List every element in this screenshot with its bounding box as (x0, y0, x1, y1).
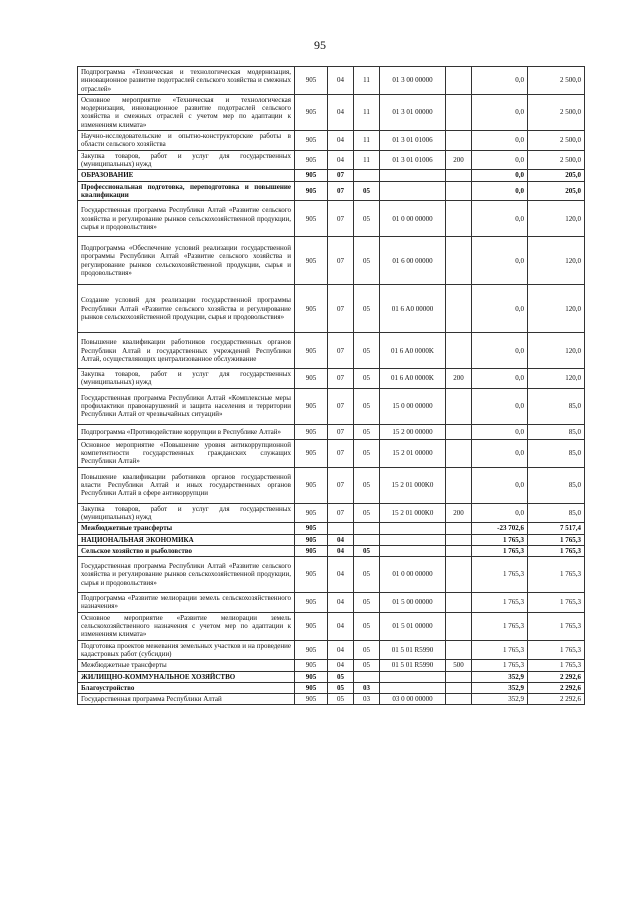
cell-pr: 11 (354, 150, 380, 170)
cell-pr (354, 170, 380, 181)
cell-pr: 05 (354, 439, 380, 467)
cell-csr: 03 0 00 00000 (380, 694, 446, 705)
table-row (78, 201, 585, 237)
cell-csr: 15 2 01 00000 (380, 439, 446, 467)
budget-table (77, 66, 585, 705)
cell-csr: 01 3 01 00000 (380, 94, 446, 130)
cell-name: Государственная программа Республики Алтай «Развитие сельского хозяйства и регулирование рынков сельскохозяйственной продукции, сырья и продовольствия» (78, 557, 295, 593)
cell-sum2: 2 292,6 (528, 694, 585, 705)
table-row (78, 612, 585, 640)
cell-sum2: 1 765,3 (528, 612, 585, 640)
cell-sum2: 2 292,6 (528, 671, 585, 682)
cell-sum1: 0,0 (472, 150, 528, 170)
cell-ved: 905 (295, 333, 328, 369)
table-row (78, 388, 585, 424)
table-body (78, 67, 585, 705)
cell-rz: 07 (328, 369, 354, 389)
cell-vr (446, 557, 472, 593)
cell-csr: 01 5 01 R5990 (380, 660, 446, 671)
cell-sum1: 0,0 (472, 237, 528, 285)
cell-sum2: 2 500,0 (528, 131, 585, 151)
cell-sum2: 2 500,0 (528, 94, 585, 130)
cell-ved: 905 (295, 694, 328, 705)
cell-vr: 200 (446, 150, 472, 170)
table-row (78, 593, 585, 613)
table-row (78, 557, 585, 593)
table-row (78, 369, 585, 389)
cell-sum1: 0,0 (472, 170, 528, 181)
table-row (78, 467, 585, 503)
cell-name: Подпрограмма «Техническая и технологическая модернизация, инновационное развитие подотраслей сельского хозяйства и смежных отраслей» (78, 67, 295, 95)
cell-name: Закупка товаров, работ и услуг для государственных (муниципальных) нужд (78, 150, 295, 170)
cell-vr (446, 439, 472, 467)
cell-vr: 500 (446, 660, 472, 671)
cell-ved: 905 (295, 557, 328, 593)
cell-name: Повышение квалификации работников государственных органов Республики Алтай и государственных учреждений Республики Алтай, осуществляющих централизованное обслуживание (78, 333, 295, 369)
cell-name: Благоустройство (78, 682, 295, 693)
cell-sum2: 85,0 (528, 424, 585, 439)
cell-csr (380, 682, 446, 693)
cell-sum1: 0,0 (472, 369, 528, 389)
cell-pr: 11 (354, 131, 380, 151)
cell-name: Государственная программа Республики Алтай (78, 694, 295, 705)
cell-sum1: 0,0 (472, 388, 528, 424)
cell-ved: 905 (295, 660, 328, 671)
cell-sum1: 1 765,3 (472, 534, 528, 545)
cell-pr: 05 (354, 181, 380, 201)
cell-csr: 15 2 01 000K0 (380, 467, 446, 503)
cell-rz: 04 (328, 660, 354, 671)
cell-vr (446, 201, 472, 237)
cell-pr: 11 (354, 67, 380, 95)
cell-ved: 905 (295, 467, 328, 503)
cell-name: Научно-исследовательские и опытно-конструкторские работы в области сельского хозяйства (78, 131, 295, 151)
cell-sum1: 1 765,3 (472, 593, 528, 613)
cell-rz: 07 (328, 388, 354, 424)
cell-sum2: 120,0 (528, 285, 585, 333)
cell-ved: 905 (295, 503, 328, 523)
cell-vr (446, 671, 472, 682)
cell-vr (446, 694, 472, 705)
table-row (78, 131, 585, 151)
table-row (78, 671, 585, 682)
cell-sum2: 85,0 (528, 439, 585, 467)
cell-vr (446, 523, 472, 534)
cell-rz: 07 (328, 181, 354, 201)
table-row (78, 237, 585, 285)
cell-rz: 07 (328, 424, 354, 439)
cell-vr (446, 534, 472, 545)
cell-sum1: 0,0 (472, 67, 528, 95)
cell-vr: 200 (446, 369, 472, 389)
cell-ved: 905 (295, 545, 328, 556)
cell-csr: 01 5 01 00000 (380, 612, 446, 640)
cell-pr: 05 (354, 388, 380, 424)
cell-rz: 04 (328, 150, 354, 170)
cell-rz: 07 (328, 467, 354, 503)
cell-sum2: 85,0 (528, 503, 585, 523)
cell-ved: 905 (295, 369, 328, 389)
table-row (78, 545, 585, 556)
cell-sum1: 0,0 (472, 333, 528, 369)
cell-csr: 01 3 00 00000 (380, 67, 446, 95)
cell-rz: 04 (328, 131, 354, 151)
cell-vr (446, 67, 472, 95)
cell-ved: 905 (295, 682, 328, 693)
cell-sum1: 0,0 (472, 285, 528, 333)
cell-sum1: -23 702,6 (472, 523, 528, 534)
cell-sum1: 0,0 (472, 424, 528, 439)
cell-rz: 07 (328, 237, 354, 285)
cell-rz: 07 (328, 170, 354, 181)
cell-sum2: 205,0 (528, 170, 585, 181)
cell-sum2: 120,0 (528, 237, 585, 285)
cell-rz: 07 (328, 503, 354, 523)
cell-csr: 15 0 00 00000 (380, 388, 446, 424)
cell-rz: 04 (328, 612, 354, 640)
cell-vr (446, 237, 472, 285)
cell-csr: 01 6 00 00000 (380, 237, 446, 285)
cell-csr: 01 5 00 00000 (380, 593, 446, 613)
cell-pr: 05 (354, 557, 380, 593)
cell-sum1: 1 765,3 (472, 557, 528, 593)
cell-csr: 01 6 A0 00000 (380, 285, 446, 333)
cell-sum2: 85,0 (528, 467, 585, 503)
cell-rz: 05 (328, 694, 354, 705)
cell-pr: 05 (354, 201, 380, 237)
cell-pr: 05 (354, 467, 380, 503)
table-row (78, 67, 585, 95)
cell-name: Подпрограмма «Обеспечение условий реализации государственной программы Республики Алтай «Развитие сельского хозяйства и регулирование рынков сельскохозяйственной продукции, сырья и продовольствия» (78, 237, 295, 285)
cell-vr (446, 682, 472, 693)
cell-rz: 05 (328, 671, 354, 682)
cell-name: Закупка товаров, работ и услуг для государственных (муниципальных) нужд (78, 369, 295, 389)
cell-sum1: 0,0 (472, 503, 528, 523)
cell-name: Основное мероприятие «Техническая и технологическая модернизация, инновационное развитие подотраслей сельского хозяйства и смежных отраслей с учетом мер по адаптации к изменениям климата» (78, 94, 295, 130)
cell-sum1: 1 765,3 (472, 660, 528, 671)
cell-ved: 905 (295, 640, 328, 660)
cell-name: Закупка товаров, работ и услуг для государственных (муниципальных) нужд (78, 503, 295, 523)
cell-sum2: 2 500,0 (528, 150, 585, 170)
cell-name: Профессиональная подготовка, переподготовка и повышение квалификации (78, 181, 295, 201)
cell-vr (446, 94, 472, 130)
table-row (78, 682, 585, 693)
cell-pr: 05 (354, 237, 380, 285)
cell-rz: 04 (328, 593, 354, 613)
cell-name: Межбюджетные трансферты (78, 660, 295, 671)
table-row (78, 660, 585, 671)
cell-csr: 01 6 A0 0000K (380, 369, 446, 389)
cell-ved: 905 (295, 593, 328, 613)
cell-name: Основное мероприятие «Развитие мелиорации земель сельскохозяйственного назначения с учетом мер по адаптации к изменениям климата» (78, 612, 295, 640)
cell-csr (380, 671, 446, 682)
cell-sum1: 0,0 (472, 131, 528, 151)
cell-pr (354, 523, 380, 534)
cell-name: Подготовка проектов межевания земельных участков и на проведение кадастровых работ (субсидии) (78, 640, 295, 660)
cell-sum1: 0,0 (472, 181, 528, 201)
cell-ved: 905 (295, 671, 328, 682)
cell-vr (446, 467, 472, 503)
cell-ved: 905 (295, 201, 328, 237)
cell-vr (446, 285, 472, 333)
cell-rz: 07 (328, 333, 354, 369)
cell-name: Государственная программа Республики Алтай «Развитие сельского хозяйства и регулирование рынков сельскохозяйственной продукции, сырья и продовольствия» (78, 201, 295, 237)
table-row (78, 150, 585, 170)
cell-vr (446, 170, 472, 181)
cell-vr (446, 640, 472, 660)
cell-sum1: 352,9 (472, 694, 528, 705)
cell-ved: 905 (295, 388, 328, 424)
cell-rz: 04 (328, 94, 354, 130)
cell-ved: 905 (295, 170, 328, 181)
cell-rz: 05 (328, 682, 354, 693)
cell-ved: 905 (295, 181, 328, 201)
table-row (78, 94, 585, 130)
cell-sum2: 1 765,3 (528, 534, 585, 545)
table-row (78, 424, 585, 439)
table-row (78, 170, 585, 181)
cell-name: Подпрограмма «Противодействие коррупции в Республике Алтай» (78, 424, 295, 439)
table-row (78, 181, 585, 201)
cell-pr: 05 (354, 333, 380, 369)
cell-pr: 03 (354, 694, 380, 705)
cell-csr: 01 0 00 00000 (380, 201, 446, 237)
cell-pr: 05 (354, 612, 380, 640)
cell-ved: 905 (295, 131, 328, 151)
cell-pr: 05 (354, 640, 380, 660)
cell-name: Основное мероприятие «Повышение уровня антикоррупционной компетентности государственных гражданских служащих Республики Алтай» (78, 439, 295, 467)
cell-name: Межбюджетные трансферты (78, 523, 295, 534)
cell-ved: 905 (295, 523, 328, 534)
cell-rz: 04 (328, 534, 354, 545)
cell-ved: 905 (295, 424, 328, 439)
cell-name: ЖИЛИЩНО-КОММУНАЛЬНОЕ ХОЗЯЙСТВО (78, 671, 295, 682)
cell-ved: 905 (295, 150, 328, 170)
cell-sum1: 352,9 (472, 682, 528, 693)
cell-sum2: 2 292,6 (528, 682, 585, 693)
cell-csr (380, 545, 446, 556)
cell-sum2: 1 765,3 (528, 660, 585, 671)
cell-name: Повышение квалификации работников органов государственной власти Республики Алтай и иных государственных органов Республики Алтай в сфере антикоррупции (78, 467, 295, 503)
cell-pr: 05 (354, 285, 380, 333)
cell-pr (354, 671, 380, 682)
cell-pr: 03 (354, 682, 380, 693)
cell-name: Государственная программа Республики Алтай «Комплексные меры профилактики правонарушений и защита населения и территории Республики Алтай от чрезвычайных ситуаций» (78, 388, 295, 424)
cell-name: Сельское хозяйство и рыболовство (78, 545, 295, 556)
page-number: 95 (314, 38, 326, 52)
cell-pr: 05 (354, 424, 380, 439)
cell-ved: 905 (295, 534, 328, 545)
cell-sum1: 0,0 (472, 201, 528, 237)
cell-rz (328, 523, 354, 534)
cell-csr (380, 170, 446, 181)
table-row (78, 640, 585, 660)
cell-sum2: 1 765,3 (528, 640, 585, 660)
cell-csr: 01 5 01 R5990 (380, 640, 446, 660)
cell-vr (446, 424, 472, 439)
cell-sum1: 1 765,3 (472, 612, 528, 640)
cell-pr: 05 (354, 545, 380, 556)
cell-ved: 905 (295, 94, 328, 130)
cell-name: Подпрограмма «Развитие мелиорации земель сельскохозяйственного назначения» (78, 593, 295, 613)
cell-csr: 01 3 01 01006 (380, 131, 446, 151)
cell-sum2: 85,0 (528, 388, 585, 424)
cell-sum2: 205,0 (528, 181, 585, 201)
cell-vr (446, 593, 472, 613)
cell-ved: 905 (295, 285, 328, 333)
cell-ved: 905 (295, 67, 328, 95)
cell-csr (380, 534, 446, 545)
cell-rz: 07 (328, 285, 354, 333)
cell-name: НАЦИОНАЛЬНАЯ ЭКОНОМИКА (78, 534, 295, 545)
cell-pr: 11 (354, 94, 380, 130)
cell-rz: 04 (328, 557, 354, 593)
table-row (78, 503, 585, 523)
cell-sum2: 1 765,3 (528, 593, 585, 613)
table-row (78, 523, 585, 534)
cell-pr: 05 (354, 660, 380, 671)
cell-rz: 04 (328, 67, 354, 95)
cell-vr (446, 131, 472, 151)
table-row (78, 694, 585, 705)
cell-vr (446, 181, 472, 201)
cell-name: ОБРАЗОВАНИЕ (78, 170, 295, 181)
cell-pr: 05 (354, 593, 380, 613)
cell-sum1: 1 765,3 (472, 545, 528, 556)
cell-pr (354, 534, 380, 545)
cell-pr: 05 (354, 503, 380, 523)
table-row (78, 333, 585, 369)
cell-rz: 07 (328, 439, 354, 467)
cell-name: Создание условий для реализации государственной программы Республики Алтай «Развитие сельского хозяйства и регулирование рынков сельскохозяйственной продукции, сырья и продовольствия» (78, 285, 295, 333)
cell-csr: 15 2 00 00000 (380, 424, 446, 439)
cell-csr (380, 523, 446, 534)
cell-csr: 01 6 A0 0000K (380, 333, 446, 369)
cell-sum2: 7 517,4 (528, 523, 585, 534)
cell-csr: 15 2 01 000K0 (380, 503, 446, 523)
cell-sum1: 0,0 (472, 439, 528, 467)
cell-vr (446, 333, 472, 369)
cell-sum1: 0,0 (472, 94, 528, 130)
cell-sum2: 1 765,3 (528, 545, 585, 556)
cell-vr (446, 388, 472, 424)
cell-rz: 07 (328, 201, 354, 237)
cell-vr: 200 (446, 503, 472, 523)
table-row (78, 534, 585, 545)
cell-rz: 04 (328, 545, 354, 556)
cell-sum1: 1 765,3 (472, 640, 528, 660)
cell-sum1: 352,9 (472, 671, 528, 682)
table-row (78, 285, 585, 333)
cell-csr: 01 3 01 01006 (380, 150, 446, 170)
cell-sum2: 120,0 (528, 369, 585, 389)
cell-rz: 04 (328, 640, 354, 660)
cell-vr (446, 545, 472, 556)
cell-ved: 905 (295, 612, 328, 640)
cell-sum2: 120,0 (528, 333, 585, 369)
cell-csr (380, 181, 446, 201)
cell-sum2: 2 500,0 (528, 67, 585, 95)
cell-ved: 905 (295, 439, 328, 467)
cell-vr (446, 612, 472, 640)
cell-sum2: 120,0 (528, 201, 585, 237)
cell-sum2: 1 765,3 (528, 557, 585, 593)
cell-ved: 905 (295, 237, 328, 285)
cell-pr: 05 (354, 369, 380, 389)
cell-sum1: 0,0 (472, 467, 528, 503)
table-row (78, 439, 585, 467)
cell-csr: 01 0 00 00000 (380, 557, 446, 593)
